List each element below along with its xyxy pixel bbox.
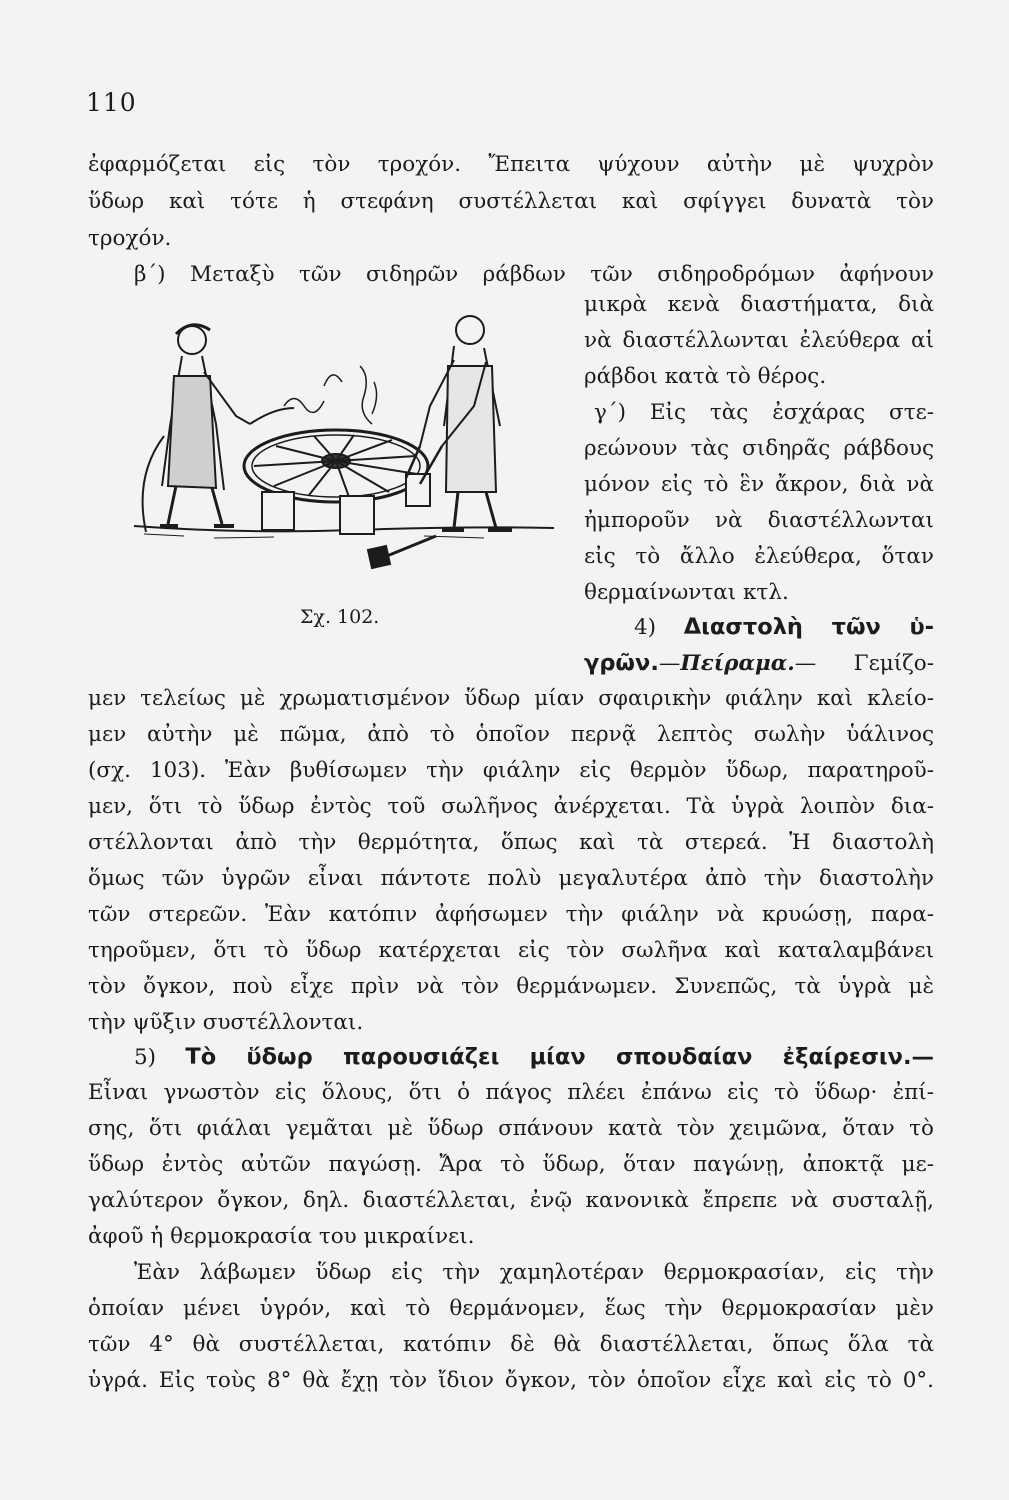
text-line: ὁποίαν μένει ὑγρόν, καὶ τὸ θερμάνομεν, ἕως τὴν θερμοκρασίαν μὲν (88, 1296, 934, 1321)
text-line: σης, ὅτι φιάλαι γεμᾶται μὲ ὕδωρ σπάνουν κατὰ τὸν χειμῶνα, ὅταν τὸ (88, 1116, 934, 1141)
hammer-head (368, 546, 390, 568)
side-text-line: εἰς τὸ ἄλλο ἐλεύθερα, ὅταν (584, 544, 934, 569)
page-number: 110 (86, 88, 137, 117)
section-heading-liquids (634, 616, 934, 639)
text-line: μεν, ὅτι τὸ ὕδωρ ἐντὸς τοῦ σωλῆνος ἀνέρχεται. Τὰ ὑγρὰ λοιπὸν δια- (88, 794, 934, 819)
text-line: τηροῦμεν, ὅτι τὸ ὕδωρ κατέρχεται εἰς τὸν σωλῆνα καὶ καταλαμβάνει (88, 938, 934, 963)
text-line: τὴν ψῦξιν συστέλλονται. (88, 1010, 364, 1035)
experiment-label: Πείραμα. (680, 651, 795, 676)
text-line: β΄) Μεταξὺ τῶν σιδηρῶν ράβδων τῶν σιδηροδρόμων ἀφήνουν (134, 262, 934, 287)
stone-block (340, 496, 374, 534)
section-number: 4) (634, 615, 657, 640)
dash: — (658, 651, 681, 676)
text-line: τροχόν. (88, 226, 172, 251)
section-title-cont: γρῶν. (584, 650, 659, 676)
worker-right-legs (454, 492, 496, 528)
side-text-line: γ΄) Εἰς τὰς ἐσχάρας στε- (594, 400, 934, 425)
side-text-line: μικρὰ κενὰ διαστήματα, διὰ (584, 292, 934, 317)
text-line: ὑγρά. Εἰς τοὺς 8° θὰ ἔχῃ τὸν ἴδιον ὄγκον, τὸν ὁποῖον εἶχε καὶ εἰς τὸ 0°. (88, 1368, 934, 1393)
section-number: 5) (134, 1045, 157, 1070)
side-text-line: ράβδοι κατὰ τὸ θέρος. (584, 364, 827, 389)
text-line: τῶν στερεῶν. Ἐὰν κατόπιν ἀφήσωμεν τὴν φιάλην νὰ κρυώσῃ, παρα- (88, 902, 934, 927)
side-text-line: μόνον εἰς τὸ ἓν ἄκρον, διὰ νὰ (584, 472, 934, 497)
side-text-line: νὰ διαστέλλωνται ἐλεύθερα αἱ (584, 328, 934, 353)
side-text-line: ρεώνουν τὰς σιδηρᾶς ράβδους (584, 436, 934, 461)
text-line: μεν αὐτὴν μὲ πῶμα, ἀπὸ τὸ ὁποῖον περνᾷ λεπτὸς σωλὴν ὑάλινος (88, 722, 934, 747)
stone-block (406, 474, 430, 506)
text-line: στέλλονται ἀπὸ τὴν θερμότητα, ὅπως καὶ τὰ στερεά. Ἡ διαστολὴ (88, 830, 934, 855)
steam-lines (284, 366, 377, 424)
figure-wheel-rim-illustration (124, 296, 580, 596)
figure-caption: Σχ. 102. (300, 606, 380, 628)
text-line: Εἶναι γνωστὸν εἰς ὅλους, ὅτι ὁ πάγος πλέει ἐπάνω εἰς τὸ ὕδωρ· ἐπί- (88, 1080, 934, 1105)
section-heading-liquids-cont (584, 652, 934, 675)
section-title: Διαστολὴ τῶν ὑ- (683, 614, 934, 640)
hammer-handle (382, 536, 436, 558)
text-line: (σχ. 103). Ἐὰν βυθίσωμεν τὴν φιάλην εἰς θερμὸν ὕδωρ, παρατηροῦ- (88, 758, 934, 783)
worker-right-apron (446, 366, 496, 492)
text-line: ὕδωρ καὶ τότε ἡ στεφάνη συστέλλεται καὶ σφίγγει δυνατὰ τὸν (88, 189, 934, 214)
text-line: τῶν 4° θὰ συστέλλεται, κατόπιν δὲ θὰ διαστέλλεται, ὅπως ὅλα τὰ (88, 1332, 934, 1357)
text-fragment: — Γεμίζο- (794, 651, 934, 676)
text-line: ἐφαρμόζεται εἰς τὸν τροχόν. Ἔπειτα ψύχουν αὐτὴν μὲ ψυχρὸν (88, 152, 934, 177)
text-line: Ἐὰν λάβωμεν ὕδωρ εἰς τὴν χαμηλοτέραν θερμοκρασίαν, εἰς τὴν (134, 1260, 934, 1285)
side-text-line: θερμαίνωνται κτλ. (584, 580, 789, 605)
side-text-line: ἠμποροῦν νὰ διαστέλλωνται (584, 508, 934, 533)
section-heading-water (134, 1046, 934, 1069)
text-line: γαλύτερον ὄγκον, δηλ. διαστέλλεται, ἐνῷ κανονικὰ ἔπρεπε νὰ συσταλῇ, (88, 1188, 934, 1213)
worker-right-head (456, 316, 484, 344)
worker-left-legs (168, 486, 222, 524)
text-line: ὅμως τῶν ὑγρῶν εἶναι πάντοτε πολὺ μεγαλυτέρα ἀπὸ τὴν διαστολὴν (88, 866, 934, 891)
text-line: ὕδωρ ἐντὸς αὐτῶν παγώσῃ. Ἄρα τὸ ὕδωρ, ὅταν παγώνῃ, ἀποκτᾷ με- (88, 1152, 934, 1177)
text-line: τὸν ὄγκον, ποὺ εἶχε πρὶν νὰ τὸν θερμάνωμεν. Συνεπῶς, τὰ ὑγρὰ μὲ (88, 974, 934, 999)
worker-left-apron (168, 376, 216, 488)
section-title: Τὸ ὕδωρ παρουσιάζει μίαν σπουδαίαν ἐξαίρεσιν.— (185, 1044, 934, 1070)
text-line: μεν τελείως μὲ χρωματισμένον ὕδωρ μίαν σφαιρικὴν φιάλην καὶ κλείο- (88, 686, 934, 711)
text-line: ἀφοῦ ἡ θερμοκρασία του μικραίνει. (88, 1224, 475, 1249)
stone-block (262, 492, 294, 530)
